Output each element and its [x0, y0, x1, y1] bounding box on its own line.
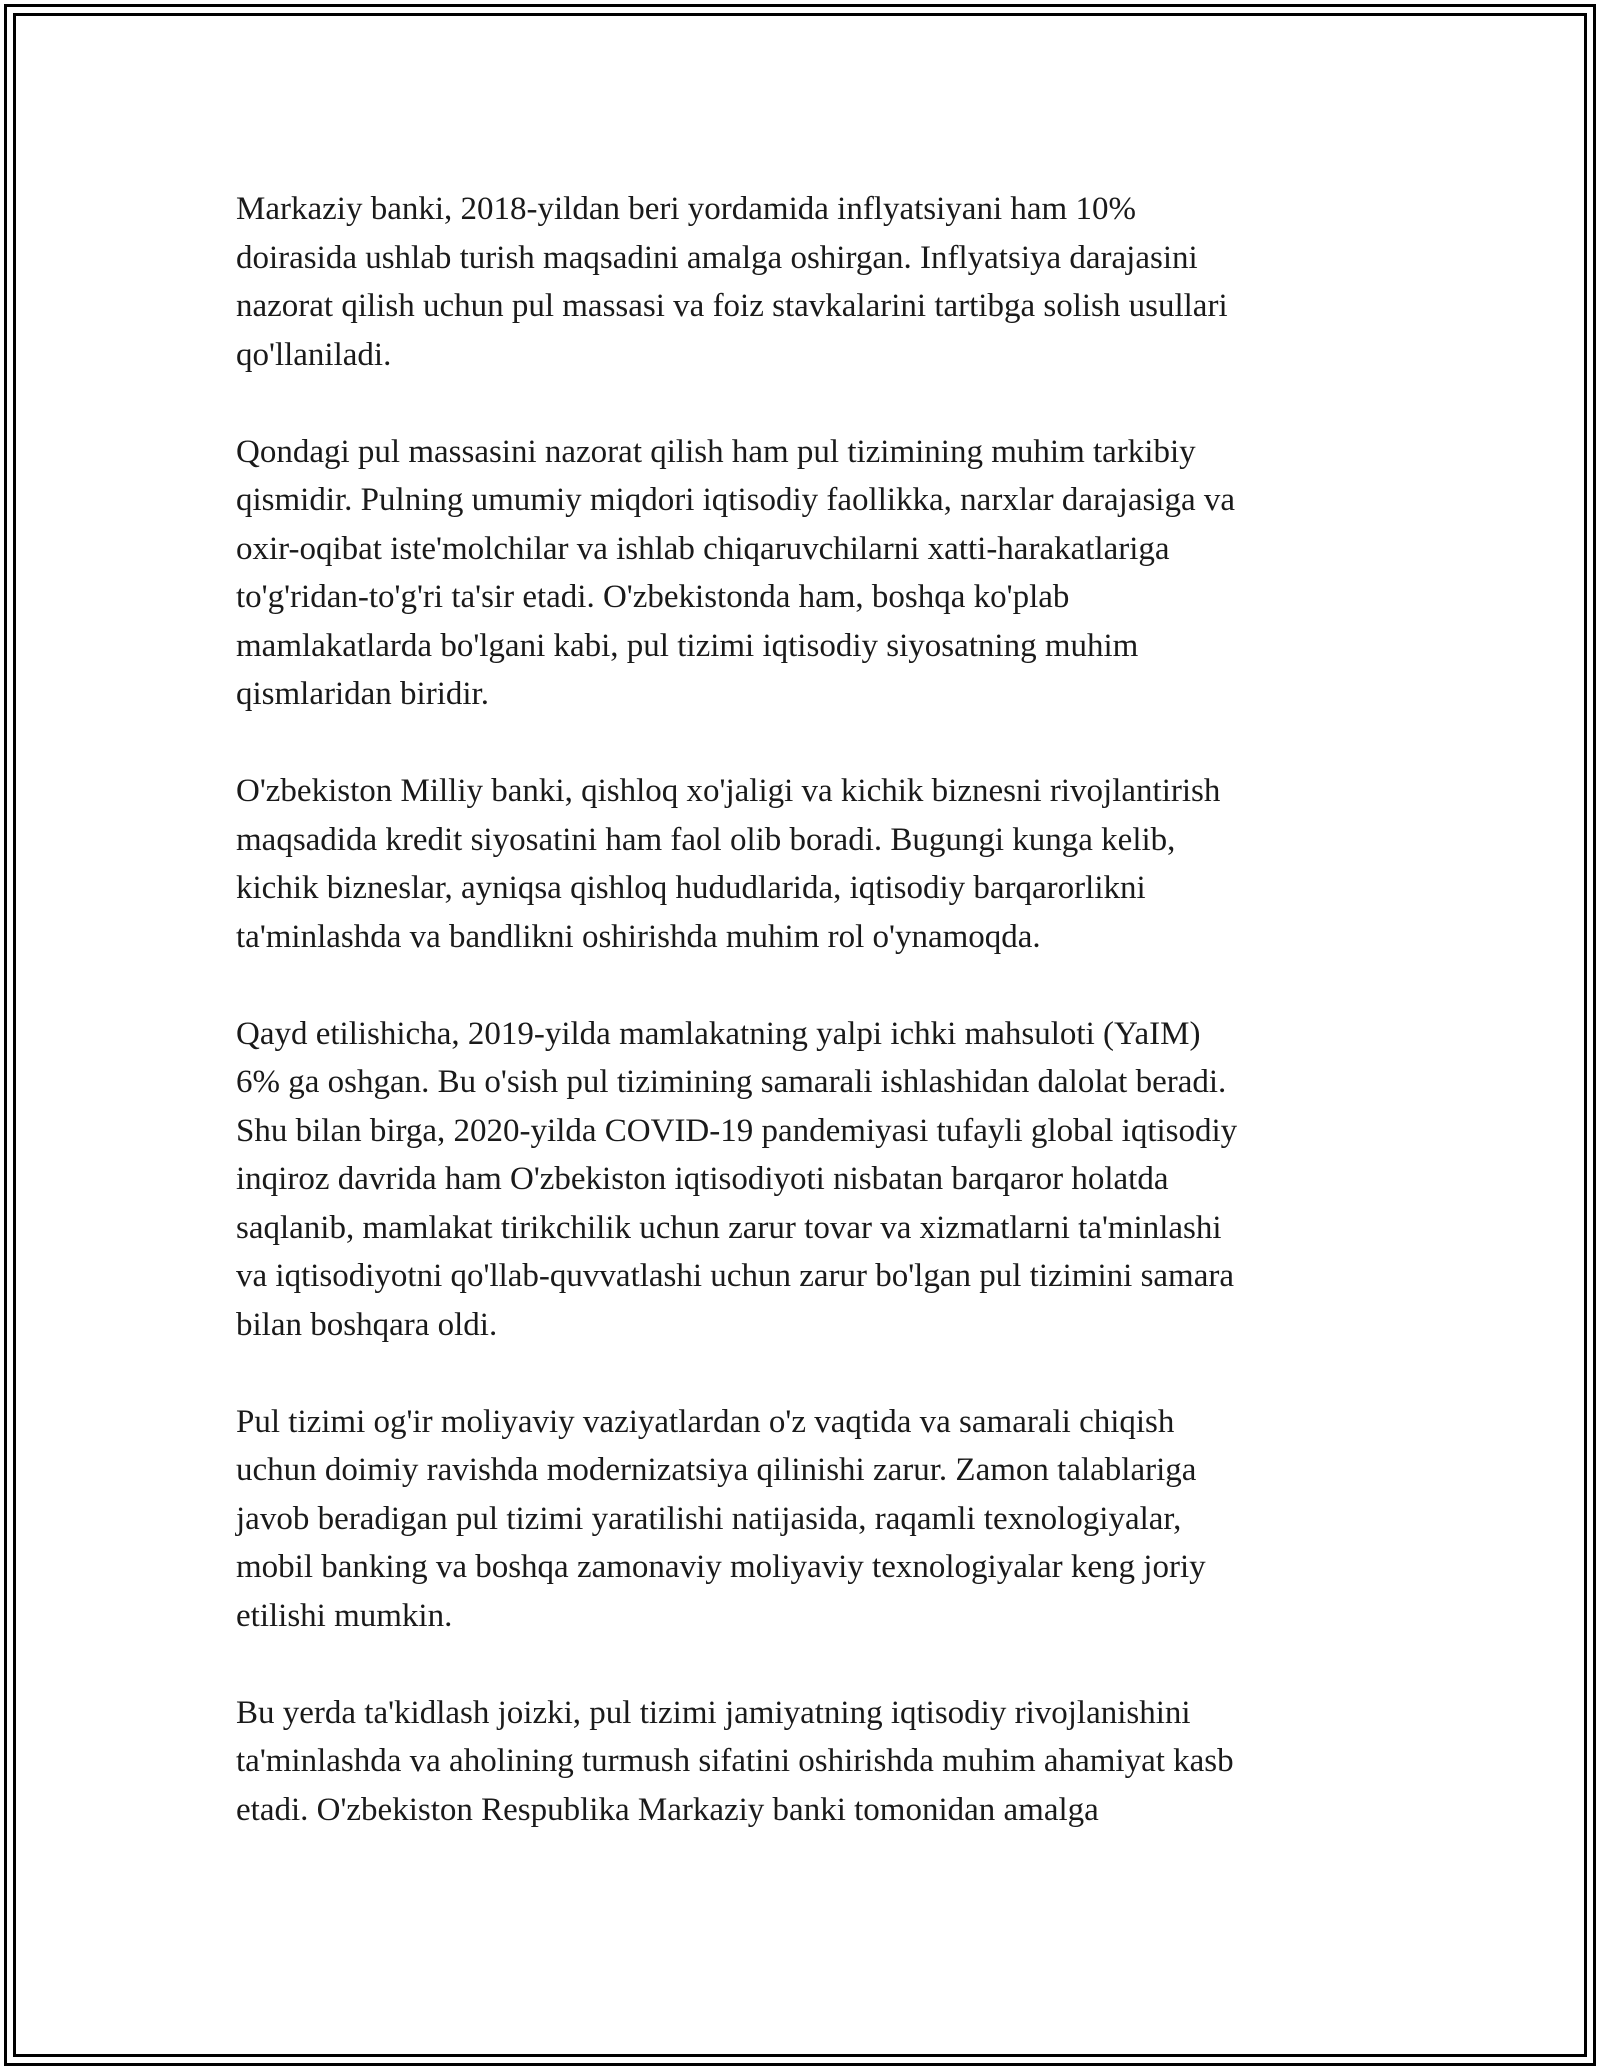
text-line: Markaziy banki, 2018-yildan beri yordamida inflyatsiyani ham 10%: [236, 191, 1136, 227]
paragraph-3: [236, 767, 1366, 961]
text-line: Qondagi pul massasini nazorat qilish ham pul tizimining muhim tarkibiy: [236, 433, 1196, 470]
text-line: va iqtisodiyotni qo'llab-quvvatlashi uchun zarur bo'lgan pul tizimini samara: [236, 1258, 1235, 1294]
text-line: Shu bilan birga, 2020-yilda COVID-19 pandemiyasi tufayli global iqtisodiy: [236, 1112, 1238, 1149]
text-line: ta'minlashda va aholining turmush sifatini oshirishda muhim ahamiyat kasb: [236, 1743, 1234, 1779]
text-line: uchun doimiy ravishda modernizatsiya qilinishi zarur. Zamon talablariga: [236, 1452, 1197, 1488]
text-line: to'g'ridan-to'g'ri ta'sir etadi. O'zbekistonda ham, boshqa ko'plab: [236, 579, 1070, 615]
text-line: qismlaridan biridir.: [236, 676, 489, 712]
text-line: qo'llaniladi.: [236, 336, 392, 373]
text-line: saqlanib, mamlakat tirikchilik uchun zarur tovar va xizmatlarni ta'minlashi: [236, 1209, 1222, 1246]
text-line: ta'minlashda va bandlikni oshirishda muhim rol o'ynamoqda.: [236, 918, 1041, 955]
text-line: etilishi mumkin.: [236, 1597, 453, 1634]
paragraph-2: [236, 428, 1366, 719]
text-line: Pul tizimi og'ir moliyaviy vaziyatlardan o'z vaqtida va samarali chiqish: [236, 1403, 1175, 1440]
text-line: 6% ga oshgan. Bu o'sish pul tizimining samarali ishlashidan dalolat beradi.: [236, 1064, 1227, 1100]
document-body: [236, 185, 1366, 1883]
text-line: O'zbekiston Milliy banki, qishloq xo'jaligi va kichik biznesni rivojlantirish: [236, 773, 1221, 809]
paragraph-6: [236, 1689, 1366, 1835]
text-line: javob beradigan pul tizimi yaratilishi natijasida, raqamli texnologiyalar,: [236, 1500, 1182, 1537]
text-line: doirasida ushlab turish maqsadini amalga oshirgan. Inflyatsiya darajasini: [236, 239, 1198, 276]
text-line: Bu yerda ta'kidlash joizki, pul tizimi jamiyatning iqtisodiy rivojlanishini: [236, 1694, 1191, 1731]
text-line: nazorat qilish uchun pul massasi va foiz stavkalarini tartibga solish usullari: [236, 288, 1228, 324]
text-line: inqiroz davrida ham O'zbekiston iqtisodiyoti nisbatan barqaror holatda: [236, 1161, 1169, 1197]
text-line: bilan boshqara oldi.: [236, 1306, 498, 1343]
text-line: Qayd etilishicha, 2019-yilda mamlakatning yalpi ichki mahsuloti (YaIM): [236, 1015, 1201, 1052]
text-line: maqsadida kredit siyosatini ham faol olib boradi. Bugungi kunga kelib,: [236, 821, 1176, 858]
text-line: mobil banking va boshqa zamonaviy moliyaviy texnologiyalar keng joriy: [236, 1549, 1206, 1585]
paragraph-5: [236, 1398, 1366, 1641]
paragraph-1: [236, 185, 1366, 379]
text-line: mamlakatlarda bo'lgani kabi, pul tizimi iqtisodiy siyosatning muhim: [236, 627, 1139, 664]
text-line: oxir-oqibat iste'molchilar va ishlab chiqaruvchilarni xatti-harakatlariga: [236, 530, 1170, 567]
paragraph-4: [236, 1010, 1366, 1350]
text-line: kichik bizneslar, ayniqsa qishloq hududlarida, iqtisodiy barqarorlikni: [236, 870, 1146, 906]
text-line: etadi. O'zbekiston Respublika Markaziy banki tomonidan amalga: [236, 1791, 1099, 1828]
text-line: qismidir. Pulning umumiy miqdori iqtisodiy faollikka, narxlar darajasiga va: [236, 482, 1236, 518]
